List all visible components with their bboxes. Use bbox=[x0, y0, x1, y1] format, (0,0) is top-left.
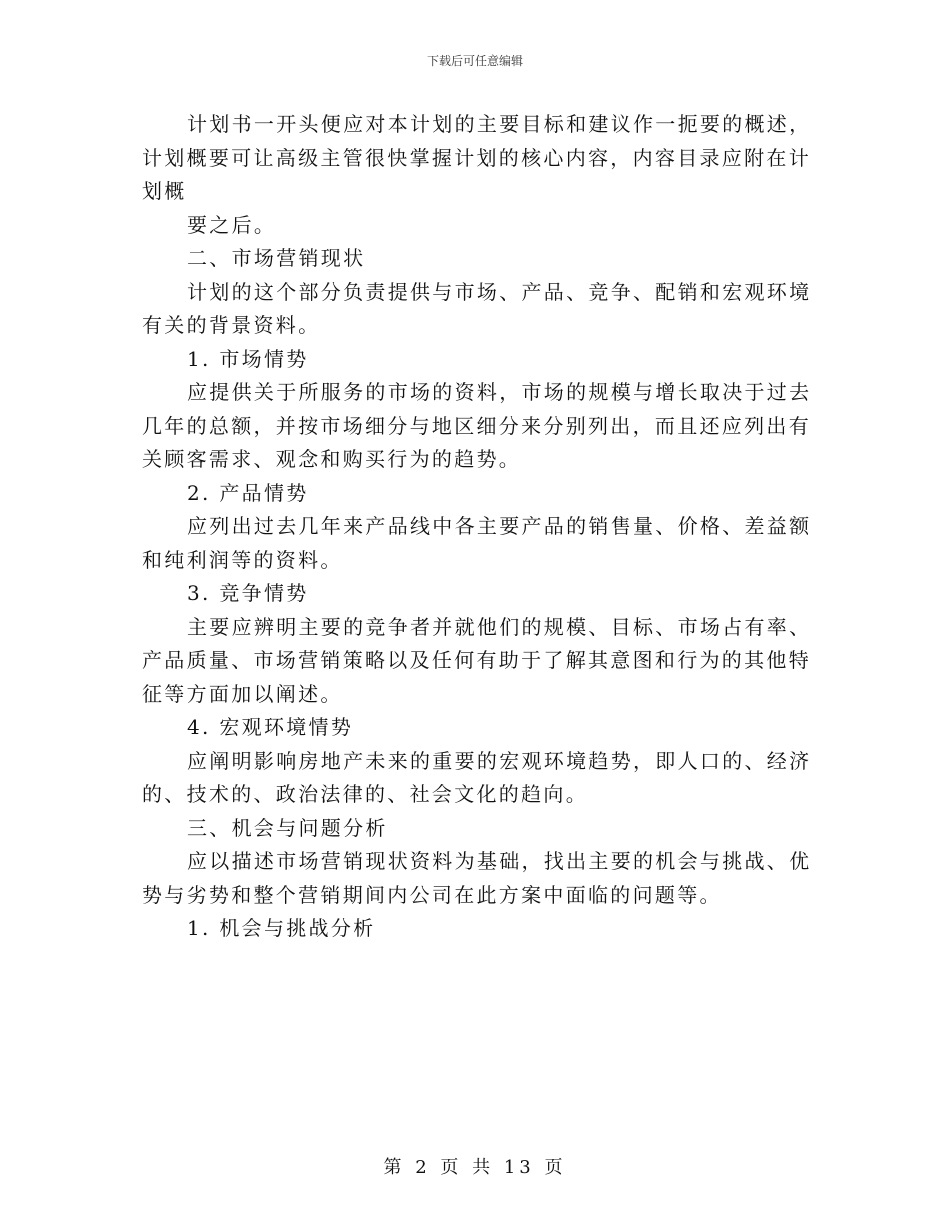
text-line: 1. 市场情势 bbox=[187, 346, 309, 371]
document-body bbox=[142, 108, 812, 946]
text-line: 征等方面加以阐述。 bbox=[142, 681, 343, 706]
text-line: 应列出过去几年来产品线中各主要产品的销售量、价格、差益额 bbox=[187, 514, 812, 538]
section-heading-opportunity bbox=[142, 812, 806, 846]
subheading-macro bbox=[142, 711, 806, 745]
subheading-competition bbox=[142, 577, 806, 611]
text-line: 有关的背景资料。 bbox=[142, 313, 321, 337]
text-line: 势与劣势和整个营销期间内公司在此方案中面临的问题等。 bbox=[142, 882, 722, 907]
text-line: 的、技术的、政治法律的、社会文化的趋向。 bbox=[142, 782, 588, 806]
text-line: 计划的这个部分负责提供与市场、产品、竞争、配销和宏观环境 bbox=[187, 279, 812, 304]
paragraph-opportunity bbox=[142, 845, 812, 912]
paragraph-after-toc bbox=[142, 209, 806, 243]
page-header: 下载后可任意编辑 bbox=[426, 54, 523, 68]
text-line: 应阐明影响房地产未来的重要的宏观环境趋势，即人口的、经济 bbox=[187, 748, 812, 773]
subheading-market bbox=[142, 343, 806, 377]
text-line: 划概 bbox=[142, 179, 187, 203]
paragraph-plan-summary bbox=[142, 108, 812, 209]
text-line: 二、市场营销现状 bbox=[187, 246, 366, 270]
text-line: 要之后。 bbox=[187, 212, 277, 237]
text-line: 4. 宏观环境情势 bbox=[187, 715, 354, 739]
text-line: 2. 产品情势 bbox=[187, 480, 309, 505]
page-footer: 第 2 页 共 13 页 bbox=[383, 1157, 567, 1178]
text-line: 计划概要可让高级主管很快掌握计划的核心内容，内容目录应附在计 bbox=[142, 145, 811, 170]
paragraph-background bbox=[142, 276, 812, 343]
text-line: 计划书一开头便应对本计划的主要目标和建议作一扼要的概述， bbox=[187, 112, 812, 136]
text-line: 和纯利润等的资料。 bbox=[142, 547, 343, 572]
subheading-product bbox=[142, 477, 806, 511]
subheading-opportunity-challenge bbox=[142, 912, 806, 946]
text-line: 应提供关于所服务的市场的资料，市场的规模与增长取决于过去 bbox=[187, 380, 812, 404]
paragraph-market bbox=[142, 376, 812, 477]
text-line: 三、机会与问题分析 bbox=[187, 815, 388, 840]
paragraph-product bbox=[142, 510, 812, 577]
paragraph-competition bbox=[142, 611, 812, 712]
text-line: 几年的总额，并按市场细分与地区细分来分别列出，而且还应列出有 bbox=[142, 413, 811, 438]
text-line: 主要应辨明主要的竞争者并就他们的规模、目标、市场占有率、 bbox=[187, 614, 812, 639]
text-line: 应以描述市场营销现状资料为基础，找出主要的机会与挑战、优 bbox=[187, 849, 812, 873]
text-line: 关顾客需求、观念和购买行为的趋势。 bbox=[142, 447, 522, 471]
section-heading-market-status bbox=[142, 242, 806, 276]
paragraph-macro bbox=[142, 745, 812, 812]
text-line: 1. 机会与挑战分析 bbox=[187, 916, 376, 940]
text-line: 产品质量、市场营销策略以及任何有助于了解其意图和行为的其他特 bbox=[142, 648, 811, 672]
text-line: 3. 竞争情势 bbox=[187, 581, 309, 605]
